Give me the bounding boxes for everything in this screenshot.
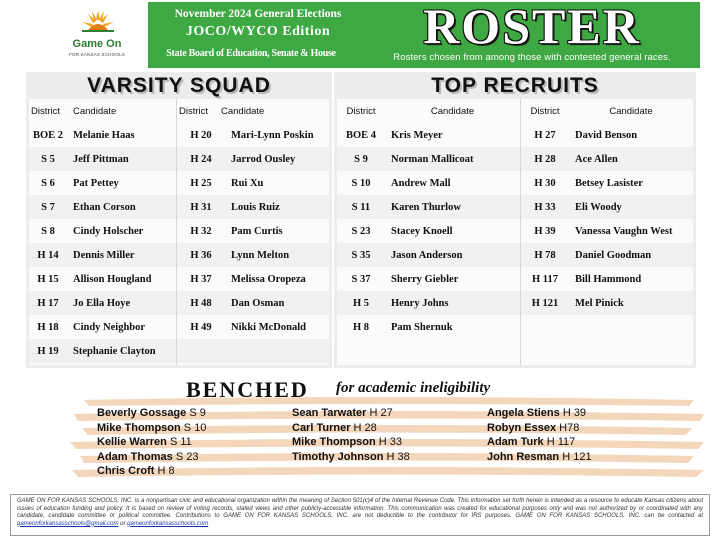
benched-title: BENCHED — [186, 377, 309, 402]
district-cell: H 19 — [37, 345, 59, 357]
logo-name: Game On — [72, 38, 122, 50]
benched-district: H 27 — [369, 407, 393, 419]
district-cell: S 10 — [351, 177, 371, 189]
candidate-cell: Dennis Miller — [73, 249, 135, 261]
district-cell: S 23 — [351, 225, 371, 237]
candidate-cell: Mel Pinick — [575, 297, 624, 309]
table-row — [177, 171, 329, 195]
benched-district: H 8 — [157, 465, 175, 477]
candidate-cell: Eli Woody — [575, 201, 622, 213]
district-cell: H 8 — [352, 321, 370, 333]
table-row — [521, 267, 693, 291]
candidate-cell: Bill Hammond — [575, 273, 642, 285]
candidate-cell: Dan Osman — [231, 297, 285, 309]
table-row — [177, 147, 329, 171]
district-cell: H 14 — [37, 249, 59, 261]
district-cell: H 37 — [190, 273, 212, 285]
candidate-cell: Jason Anderson — [391, 249, 463, 261]
benched-district: S 23 — [175, 450, 199, 463]
district-cell: H 33 — [534, 201, 556, 213]
district-cell: S 9 — [354, 153, 368, 165]
benched-name: Mike Thompson — [97, 421, 181, 434]
logo-tagline: FOR KANSAS SCHOOLS — [69, 52, 125, 57]
table-row — [521, 147, 693, 171]
benched-column — [97, 407, 206, 480]
district-cell: H 31 — [190, 201, 212, 213]
district-cell: BOE 2 — [32, 129, 64, 141]
candidate-cell: Cindy Neighbor — [73, 321, 146, 333]
benched-name: Kellie Warren — [97, 436, 167, 448]
district-header: District — [179, 105, 209, 117]
district-cell: H 15 — [37, 273, 59, 285]
varsity-squad-panel — [26, 72, 332, 368]
table-row — [29, 243, 176, 267]
table-row — [521, 219, 693, 243]
candidate-cell: Pam Curtis — [231, 225, 283, 237]
table-row — [337, 291, 520, 315]
recruits-table — [337, 99, 693, 365]
benched-item — [487, 436, 592, 451]
benched-name: Angela Stiens — [487, 407, 560, 419]
candidate-cell: Allison Hougland — [73, 273, 152, 285]
logo — [52, 4, 142, 70]
sunflower-icon — [80, 6, 116, 36]
varsity-table — [29, 99, 329, 365]
benched-district: H 39 — [562, 407, 587, 419]
candidate-cell: Sherry Giebler — [391, 273, 459, 285]
table-header — [521, 99, 693, 123]
district-cell: H 36 — [190, 249, 212, 261]
district-cell: S 8 — [41, 225, 55, 237]
district-cell: H 121 — [531, 297, 559, 309]
table-header — [177, 99, 329, 123]
table-header — [29, 99, 176, 123]
benched-item — [97, 436, 206, 451]
benched-item — [97, 407, 206, 422]
benched-subtitle: for academic ineligibility — [336, 380, 491, 396]
candidate-cell: Vanessa Vaughn West — [575, 225, 673, 237]
table-row — [29, 339, 176, 363]
district-cell: S 5 — [41, 153, 55, 165]
benched-item — [97, 451, 206, 466]
candidate-cell: Kris Meyer — [391, 129, 443, 141]
page-subtitle: Rosters chosen from among those with contested general races. — [393, 52, 671, 63]
varsity-squad-title: VARSITY SQUAD — [87, 74, 271, 97]
benched-name: Carl Turner — [292, 421, 351, 434]
district-cell: S 6 — [41, 177, 55, 189]
district-cell: H 39 — [534, 225, 556, 237]
table-row — [29, 123, 176, 147]
candidate-cell: Jeff Pittman — [73, 153, 129, 165]
table-row — [521, 171, 693, 195]
table-row — [29, 315, 176, 339]
district-cell: H 5 — [352, 297, 370, 309]
table-row — [337, 147, 520, 171]
table-row — [337, 171, 520, 195]
benched-name: Timothy Johnson — [292, 450, 384, 463]
table-header — [337, 99, 520, 123]
district-cell: S 7 — [41, 201, 55, 213]
district-cell: H 27 — [534, 129, 556, 141]
benched-name: Adam Turk — [487, 436, 544, 448]
candidate-cell: Daniel Goodman — [575, 249, 652, 261]
table-row — [337, 123, 520, 147]
candidate-cell: David Benson — [575, 129, 638, 141]
candidate-header: Candidate — [221, 105, 265, 117]
table-row — [177, 339, 329, 363]
edition-label: JOCO/WYCO Edition — [185, 24, 331, 39]
table-row — [521, 315, 693, 339]
district-cell: H 28 — [534, 153, 556, 165]
benched-name: Chris Croft — [97, 465, 155, 477]
benched-district: H78 — [559, 421, 580, 434]
candidate-cell: Ace Allen — [575, 153, 618, 165]
benched-district: H 33 — [378, 436, 403, 448]
table-row — [521, 195, 693, 219]
candidate-cell: Jarrod Ousley — [231, 153, 296, 165]
candidate-header: Candidate — [73, 105, 117, 117]
district-cell: H 25 — [190, 177, 212, 189]
candidate-cell: Betsey Lasister — [575, 177, 643, 189]
candidate-cell: Cindy Holscher — [73, 225, 144, 237]
candidate-cell: Jo Ella Hoye — [73, 297, 131, 309]
table-row — [521, 123, 693, 147]
district-cell: H 78 — [534, 249, 556, 261]
benched-district: H 38 — [386, 450, 410, 463]
races-label: State Board of Education, Senate & House — [166, 48, 336, 59]
table-row — [177, 267, 329, 291]
disclaimer-or: or — [120, 520, 126, 527]
benched-item — [487, 451, 592, 466]
benched-item — [292, 422, 410, 437]
candidate-cell: Stephanie Clayton — [73, 345, 156, 357]
candidate-cell: Melissa Oropeza — [231, 273, 306, 285]
district-cell: H 17 — [37, 297, 59, 309]
district-cell: H 49 — [190, 321, 212, 333]
table-row — [337, 195, 520, 219]
candidate-cell: Henry Johns — [391, 297, 449, 309]
table-row — [177, 291, 329, 315]
candidate-cell: Nikki McDonald — [231, 321, 306, 333]
district-cell: S 11 — [351, 201, 371, 213]
district-cell: S 37 — [351, 273, 371, 285]
email-link[interactable]: gameonforkansasschools@gmail.com — [17, 520, 119, 527]
table-row — [521, 291, 693, 315]
benched-item — [292, 451, 410, 466]
table-row — [337, 219, 520, 243]
benched-item — [487, 407, 592, 422]
candidate-cell: Ethan Corson — [73, 201, 136, 213]
district-header: District — [346, 105, 376, 117]
benched-item — [97, 465, 206, 480]
district-header: District — [530, 105, 560, 117]
table-row — [337, 267, 520, 291]
candidate-cell: Rui Xu — [231, 177, 264, 189]
candidate-cell: Lynn Melton — [231, 249, 290, 261]
district-header: District — [31, 105, 61, 117]
header — [0, 0, 720, 72]
benched-column — [487, 407, 592, 465]
benched-name: Beverly Gossage — [97, 407, 187, 419]
recruits-column-left — [337, 99, 521, 365]
table-row — [29, 171, 176, 195]
candidate-cell: Stacey Knoell — [391, 225, 453, 237]
table-row — [177, 123, 329, 147]
district-cell: H 20 — [190, 129, 212, 141]
district-cell: H 30 — [534, 177, 556, 189]
page-title: ROSTER — [423, 0, 641, 54]
district-cell: H 18 — [37, 321, 59, 333]
candidate-cell: Melanie Haas — [73, 129, 135, 141]
district-cell: H 48 — [190, 297, 212, 309]
table-row — [177, 315, 329, 339]
table-row — [29, 291, 176, 315]
varsity-column-left — [29, 99, 177, 365]
benched-name: Robyn Essex — [487, 421, 557, 434]
table-row — [337, 315, 520, 339]
benched-item — [292, 436, 410, 451]
candidate-cell: Pam Shernuk — [391, 321, 453, 333]
varsity-column-right — [177, 99, 329, 365]
benched-name: Adam Thomas — [97, 450, 173, 463]
benched-district: S 9 — [189, 407, 206, 419]
table-row — [177, 219, 329, 243]
benched-name: John Resman — [487, 450, 560, 463]
district-cell: H 117 — [532, 273, 558, 285]
candidate-cell: Louis Ruiz — [231, 201, 280, 213]
table-row — [521, 243, 693, 267]
district-cell: H 32 — [190, 225, 212, 237]
recruits-column-right — [521, 99, 693, 365]
benched-name: Mike Thompson — [292, 436, 376, 448]
candidate-cell: Andrew Mall — [391, 177, 451, 189]
website-link[interactable]: gameonforkansasschools.com — [127, 520, 209, 527]
benched-item — [97, 422, 206, 437]
benched-district: H 28 — [353, 421, 377, 434]
disclaimer-footer — [10, 494, 710, 536]
table-row — [29, 219, 176, 243]
top-recruits-title: TOP RECRUITS — [431, 74, 599, 97]
benched-district: H 117 — [546, 436, 576, 448]
candidate-cell: Pat Pettey — [73, 177, 119, 189]
candidate-header: Candidate — [609, 105, 653, 117]
district-cell: H 24 — [190, 153, 212, 165]
table-row — [177, 243, 329, 267]
candidate-cell: Mari-Lynn Poskin — [231, 129, 314, 141]
table-row — [29, 267, 176, 291]
candidate-cell: Karen Thurlow — [391, 201, 461, 213]
benched-item — [292, 407, 410, 422]
district-cell: BOE 4 — [345, 129, 377, 141]
top-recruits-panel — [334, 72, 696, 368]
benched-district: S 11 — [169, 436, 192, 448]
candidate-cell: Norman Mallicoat — [391, 153, 474, 165]
benched-name: Sean Tarwater — [292, 407, 367, 419]
benched-district: H 121 — [562, 450, 592, 463]
table-row — [29, 195, 176, 219]
disclaimer-text: GAME ON FOR KANSAS SCHOOLS, INC. is a nonpartisan civic and educational organization within the meaning of Section 501(c)4 of the Internal Revenue Code. This information set forth herein is intended as a resource to educate Kansas citizens about issues of education funding and policy. It is based on review of voting records, stated views and other publicly-accessible information. This communication was created for educational purposes only and was not authorized by or coordinated with any candidate, candidate committee or political committee. Contributions to GAME ON FOR KANSAS SCHOOLS, INC. are not deductible to the contributor for IRS purposes. GAME ON FOR KANSAS SCHOOLS, INC. can be contacted at — [17, 498, 703, 519]
election-label: November 2024 General Elections — [174, 8, 342, 20]
table-row — [177, 195, 329, 219]
benched-column — [292, 407, 410, 465]
benched-item — [487, 422, 592, 437]
table-row — [337, 243, 520, 267]
table-row — [29, 147, 176, 171]
district-cell: S 35 — [351, 249, 371, 261]
candidate-header: Candidate — [430, 105, 475, 117]
benched-district: S 10 — [183, 421, 207, 434]
